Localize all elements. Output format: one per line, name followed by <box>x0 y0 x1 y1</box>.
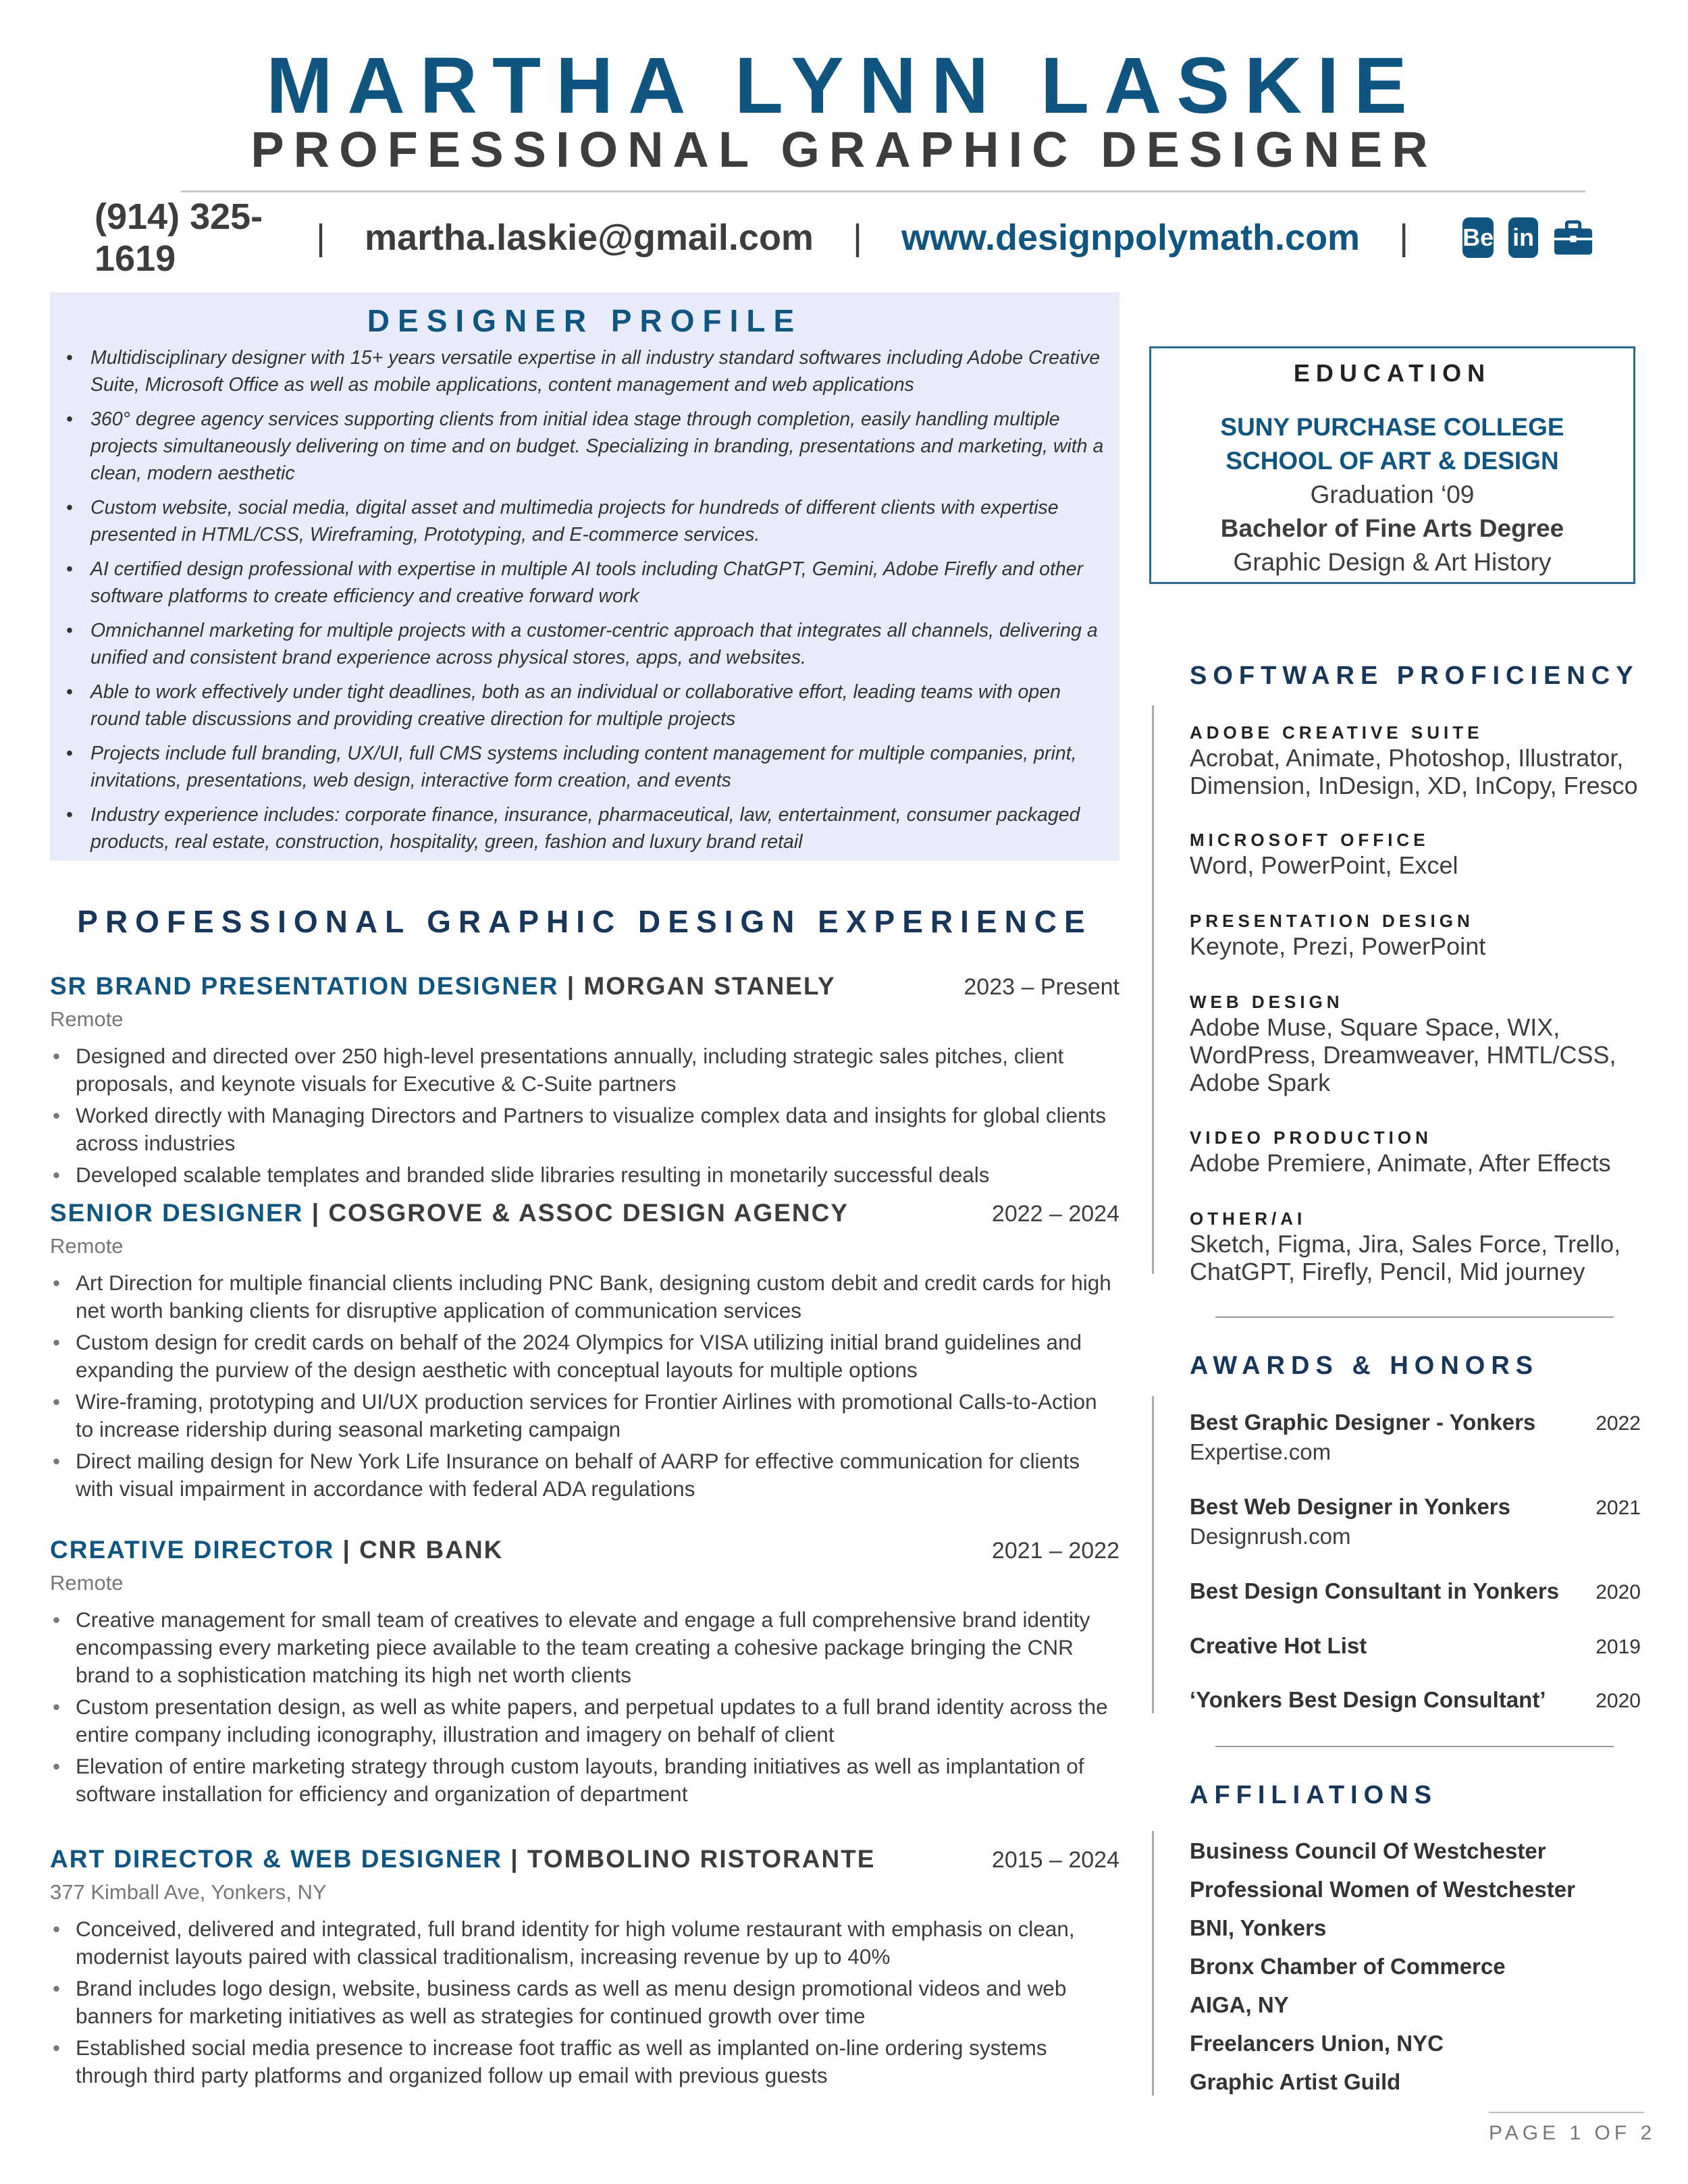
resume-subtitle: PROFESSIONAL GRAPHIC DESIGNER <box>250 122 1438 178</box>
award-name: Best Web Designer in Yonkers <box>1190 1494 1510 1519</box>
job-location: 377 Kimball Ave, Yonkers, NY <box>50 1880 327 1904</box>
software-category: VIDEO PRODUCTION <box>1190 1127 1432 1148</box>
separator: | <box>1399 217 1409 258</box>
software-category: PRESENTATION DESIGN <box>1190 911 1474 931</box>
job-bullets <box>50 1915 1119 2089</box>
job-bullet: • Developed scalable templates and branded slide libraries resulting in monetarily successful deals <box>50 1161 1119 1189</box>
award-name: Creative Hot List <box>1190 1633 1367 1658</box>
profile-item: • Able to work effectively under tight deadlines, both as an individual or collaborative effort, leading teams with open round table discussions and providing creative direction for multiple projects <box>62 678 1107 733</box>
award-name: Best Design Consultant in Yonkers <box>1190 1578 1560 1603</box>
profile-item: • 360° degree agency services supporting clients from initial idea stage through completion, easily handling multiple projects simultaneously delivering on time and on budget. Specializing in branding, presentations and marketing, with a clean, modern aesthetic <box>62 406 1107 487</box>
graduation-year: Graduation ‘09 <box>1310 481 1475 508</box>
section-divider <box>1215 1316 1614 1318</box>
job-bullets <box>50 1606 1119 1808</box>
award-source: Expertise.com <box>1190 1439 1331 1464</box>
profile-item: • AI certified design professional with expertise in multiple AI tools including ChatGPT, Gemini, Adobe Firefly and other software platforms to create efficiency and creative forward work <box>62 556 1107 610</box>
job-bullet: • Designed and directed over 250 high-level presentations annually, including strategic sales pitches, client proposals, and keynote visuals for Executive & C-Suite partners <box>50 1042 1119 1098</box>
job-title <box>50 1536 503 1564</box>
affiliation-item: Bronx Chamber of Commerce <box>1190 1954 1506 1979</box>
phone-number[interactable]: (914) 325-1619 <box>95 196 263 279</box>
award-item <box>1190 1494 1641 1549</box>
software-divider <box>1152 705 1154 1274</box>
job-location: Remote <box>50 1234 124 1258</box>
job-bullet: • Elevation of entire marketing strategy through custom layouts, branding initiatives as well as implantation of software installation for efficiency and organization of department <box>50 1753 1119 1808</box>
job-role: ART DIRECTOR & WEB DESIGNER <box>50 1845 503 1873</box>
briefcase-icon[interactable] <box>1553 217 1593 258</box>
award-name: Best Graphic Designer - Yonkers <box>1190 1410 1536 1435</box>
job-bullet: • Conceived, delivered and integrated, full brand identity for high volume restaurant with emphasis on clean, modernist layouts paired with classical traditionalism, increasing revenue by up to 40% <box>50 1915 1119 1971</box>
job-bullets <box>50 1269 1119 1503</box>
award-item <box>1190 1410 1641 1465</box>
affiliation-item: BNI, Yonkers <box>1190 1915 1327 1940</box>
separator: | <box>315 217 326 258</box>
degree: Bachelor of Fine Arts Degree <box>1220 514 1564 542</box>
website-link[interactable]: www.designpolymath.com <box>901 217 1361 258</box>
award-year: 2019 <box>1595 1636 1641 1658</box>
job-role: SR BRAND PRESENTATION DESIGNER <box>50 972 559 1000</box>
job-entry <box>50 1199 1119 1507</box>
education-heading: EDUCATION <box>1293 359 1492 387</box>
job-location: Remote <box>50 1571 124 1595</box>
job-role: CREATIVE DIRECTOR <box>50 1536 335 1564</box>
job-dates: 2015 – 2024 <box>991 1847 1119 1873</box>
profile-heading: DESIGNER PROFILE <box>367 303 803 338</box>
software-items: Keynote, Prezi, PowerPoint <box>1190 932 1486 960</box>
affiliation-item: Professional Women of Westchester <box>1190 1877 1575 1902</box>
profile-item: • Industry experience includes: corporate finance, insurance, pharmaceutical, law, entertainment, consumer packaged products, real estate, construction, hospitality, green, fashion and luxury brand retail <box>62 801 1107 855</box>
email-link[interactable]: martha.laskie@gmail.com <box>365 217 814 258</box>
job-entry <box>50 972 1119 1193</box>
software-category: WEB DESIGN <box>1190 992 1344 1012</box>
job-title <box>50 1199 849 1227</box>
award-item <box>1190 1578 1641 1604</box>
job-bullet: • Established social media presence to increase foot traffic as well as implanted on-line ordering systems through third party platforms and organized follow up email with previous guests <box>50 2034 1119 2089</box>
section-divider <box>1215 1746 1614 1747</box>
school-department: SCHOOL OF ART & DESIGN <box>1225 447 1559 475</box>
awards-divider <box>1152 1396 1154 1713</box>
job-bullet: • Creative management for small team of creatives to elevate and engage a full comprehensive brand identity encompassing every marketing piece available to the team creating a cohesive package bringing the CNR brand to a sophistication matching its high net worth clients <box>50 1606 1119 1689</box>
software-items: Adobe Muse, Square Space, WIX, WordPress, Dreamweaver, HMTL/CSS, Adobe Spark <box>1190 1013 1616 1096</box>
software-items: Word, PowerPoint, Excel <box>1190 851 1458 879</box>
award-year: 2020 <box>1595 1581 1641 1603</box>
software-items: Acrobat, Animate, Photoshop, Illustrator, Dimension, InDesign, XD, InCopy, Fresco <box>1190 744 1638 799</box>
header-divider <box>181 190 1585 192</box>
software-category: ADOBE CREATIVE SUITE <box>1190 722 1483 743</box>
award-item <box>1190 1687 1641 1713</box>
award-source: Designrush.com <box>1190 1524 1351 1549</box>
profile-list <box>62 344 1107 863</box>
job-location: Remote <box>50 1007 124 1031</box>
degree-field: Graphic Design & Art History <box>1233 548 1552 576</box>
awards-heading: AWARDS & HONORS <box>1190 1352 1539 1380</box>
contact-bar <box>95 196 1593 279</box>
affiliation-item: Business Council Of Westchester <box>1190 1838 1546 1863</box>
affiliations-heading: AFFILIATIONS <box>1190 1781 1438 1809</box>
affiliation-item: Freelancers Union, NYC <box>1190 2031 1444 2056</box>
award-name: ‘Yonkers Best Design Consultant’ <box>1190 1687 1546 1712</box>
software-heading: SOFTWARE PROFICIENCY <box>1190 662 1639 690</box>
linkedin-icon[interactable]: in <box>1508 217 1538 258</box>
job-bullets <box>50 1042 1119 1189</box>
behance-icon[interactable]: Be <box>1462 217 1494 258</box>
job-bullet: • Custom design for credit cards on behalf of the 2024 Olympics for VISA utilizing initial brand guidelines and expanding the purview of the design aesthetic with conceptual layouts for multiple options <box>50 1329 1119 1384</box>
job-entry <box>50 1845 1119 2094</box>
profile-item: • Custom website, social media, digital asset and multimedia projects for hundreds of different clients with expertise presented in HTML/CSS, Wireframing, Prototyping, and E-commerce services. <box>62 494 1107 548</box>
affiliation-item: AIGA, NY <box>1190 1992 1289 2017</box>
job-title <box>50 1845 875 1873</box>
software-category: OTHER/AI <box>1190 1208 1307 1229</box>
profile-item: • Omnichannel marketing for multiple projects with a customer-centric approach that integrates all channels, delivering a unified and consistent brand experience across physical stores, apps, and websites. <box>62 617 1107 671</box>
school-name: SUNY PURCHASE COLLEGE <box>1220 413 1564 441</box>
page-number: PAGE 1 OF 2 <box>1489 2122 1656 2144</box>
job-bullet: • Custom presentation design, as well as white papers, and perpetual updates to a full brand identity across the entire company including iconography, illustration and imagery on behalf of client <box>50 1693 1119 1749</box>
job-bullet: • Art Direction for multiple financial clients including PNC Bank, designing custom debit and credit cards for high net worth banking clients for disruptive application of communication services <box>50 1269 1119 1325</box>
software-items: Adobe Premiere, Animate, After Effects <box>1190 1149 1611 1177</box>
profile-item: • Multidisciplinary designer with 15+ years versatile expertise in all industry standard softwares including Adobe Creative Suite, Microsoft Office as well as mobile applications, content management and web applications <box>62 344 1107 398</box>
affiliation-item: Graphic Artist Guild <box>1190 2069 1401 2094</box>
job-bullet: • Brand includes logo design, website, business cards as well as menu design promotional videos and web banners for marketing initiatives as well as strategies for continued growth over time <box>50 1975 1119 2030</box>
job-title <box>50 972 836 1001</box>
job-bullet: • Direct mailing design for New York Life Insurance on behalf of AARP for effective communication for clients with visual impairment in accordance with federal ADA regulations <box>50 1447 1119 1503</box>
job-company: | MORGAN STANELY <box>566 972 836 1000</box>
award-year: 2021 <box>1595 1497 1641 1519</box>
job-entry <box>50 1536 1119 1812</box>
job-bullet: • Worked directly with Managing Directors and Partners to visualize complex data and insights for global clients across industries <box>50 1102 1119 1157</box>
profile-item: • Projects include full branding, UX/UI, full CMS systems including content management for multiple companies, print, invitations, presentations, web design, interactive form creation, and events <box>62 740 1107 794</box>
job-dates: 2022 – 2024 <box>991 1201 1119 1227</box>
experience-heading: PROFESSIONAL GRAPHIC DESIGN EXPERIENCE <box>77 904 1092 939</box>
separator: | <box>852 217 862 258</box>
job-company: | CNR BANK <box>342 1536 504 1564</box>
education-details <box>1149 410 1635 579</box>
job-dates: 2023 – Present <box>964 974 1119 1000</box>
resume-name: MARTHA LYNN LASKIE <box>266 41 1422 130</box>
software-items: Sketch, Figma, Jira, Sales Force, Trello, ChatGPT, Firefly, Pencil, Mid journey <box>1190 1230 1621 1285</box>
software-category: MICROSOFT OFFICE <box>1190 830 1429 850</box>
award-year: 2022 <box>1595 1412 1641 1435</box>
footer-divider <box>1489 2112 1644 2113</box>
job-bullet: • Wire-framing, prototyping and UI/UX production services for Frontier Airlines with promotional Calls-to-Action to increase ridership during seasonal marketing campaign <box>50 1388 1119 1443</box>
job-dates: 2021 – 2022 <box>991 1538 1119 1564</box>
award-item <box>1190 1633 1641 1659</box>
affiliations-divider <box>1152 1831 1154 2096</box>
award-year: 2020 <box>1595 1690 1641 1712</box>
job-company: | TOMBOLINO RISTORANTE <box>510 1845 876 1873</box>
job-company: | COSGROVE & ASSOC DESIGN AGENCY <box>311 1199 849 1227</box>
job-role: SENIOR DESIGNER <box>50 1199 304 1227</box>
